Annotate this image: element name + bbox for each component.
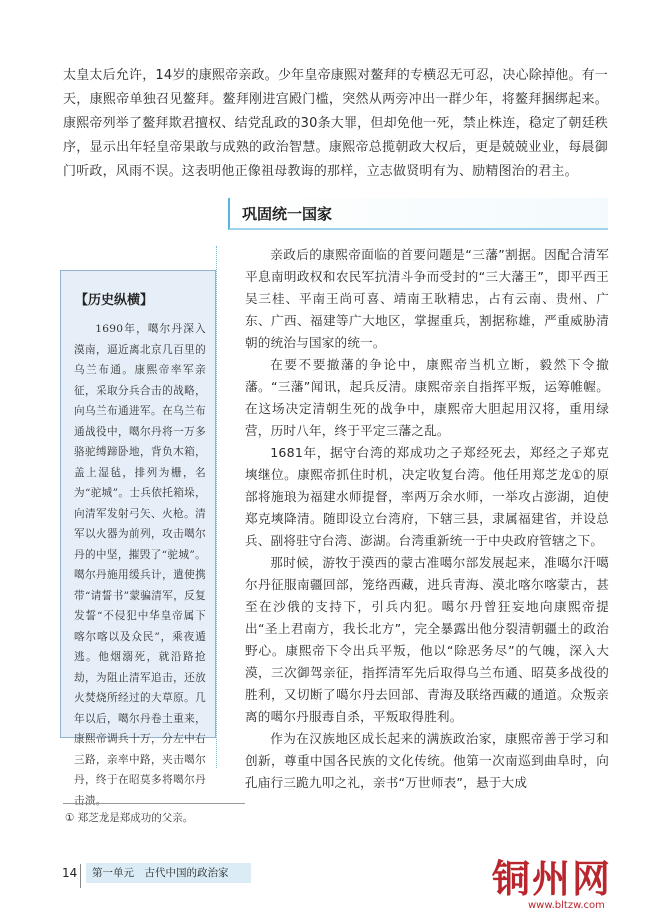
sidebar-body: 1690年，噶尔丹深入漠南，逼近离北京几百里的乌兰布通。康熙帝率军亲征，采取分兵合击的战略，向乌兰布通进军。在乌兰布通战役中，噶尔丹将一万多骆驼缚蹄卧地，背负木箱，盖上湿毡，排列为栅，名为“驼城”。士兵依托箱垛，向清军发射弓矢、火枪。清军以火器为前列，攻击噶尔丹的中坚，摧毁了“驼城”。噶尔丹施用缓兵计，遣使携带“请誓书”蒙骗清军，反复发誓“不侵犯中华皇帝属下喀尔喀以及众民”，乘夜遁逃。他烟溺死，就沿路抢劫，为阻止清军追击，还放火焚烧所经过的大草原。几年以后，噶尔丹卷土重来，康熙帝调兵十万，分左中右三路，亲率中路，夹击噶尔丹，终于在昭莫多将噶尔丹击溃。 [74, 323, 206, 807]
history-sidebar-box [60, 270, 216, 807]
footnote-rule [63, 803, 245, 804]
footnote: ① 郑芝龙是郑成功的父亲。 [65, 812, 194, 824]
section-heading-bar [228, 198, 608, 230]
footer-divider [80, 864, 81, 888]
paragraph-taiwan: 1681年，据守台湾的郑成功之子郑经死去，郑经之子郑克塽继位。康熙帝抓住时机，决定收复台湾。他任用郑芝龙①的原部将施琅为福建水师提督，率两万余水师，一举攻占澎湖，迫使郑克塽降清。随即设立台湾府，下辖三县，隶属福建省，并设总兵、副将驻守台湾、澎湖。台湾重新统一于中央政府管辖之下。 [245, 445, 609, 548]
paragraph-revolt: 在要不要撤藩的争论中，康熙帝当机立断，毅然下令撤藩。“三藩”闻讯，起兵反清。康熙帝亲自指挥平叛，运筹帷幄。在这场决定清朝生死的战争中，康熙帝大胆起用汉将，重用绿营，历时八年，终于平定三藩之乱。 [245, 357, 609, 438]
sidebar-divider-line [216, 246, 217, 768]
unit-label: 第一单元 古代中国的政治家 [86, 863, 251, 883]
intro-paragraph: 太皇太后允许，14岁的康熙帝亲政。少年皇帝康熙对鳌拜的专横忍无可忍，决心除掉他。有一天，康熙帝单独召见鳌拜。鳌拜刚进宫殿门槛，突然从两旁冲出一群少年，将鳌拜捆绑起来。康熙帝列举了鳌拜欺君擅权、结党乱政的30条大罪，但却免他一死，禁止株连，稳定了朝廷秩序，显示出年轻皇帝果敢与成熟的政治智慧。康熙帝总揽朝政大权后，更是兢兢业业，每晨御门听政，风雨不误。这表明他正像祖母教诲的那样，立志做贤明有为、励精图治的君主。 [63, 68, 608, 179]
main-text-column [245, 244, 609, 794]
paragraph-dzungar: 那时候，游牧于漠西的蒙古准噶尔部发展起来，准噶尔汗噶尔丹征服南疆回部，笼络西藏，进兵青海、漠北喀尔喀蒙古，甚至在沙俄的支持下，引兵内犯。噶尔丹曾狂妄地向康熙帝提出“圣上君南方，我长北方”，完全暴露出他分裂清朝疆土的政治野心。康熙帝下令出兵平叛，他以“除恶务尽”的气魄，深入大漠，三次御驾亲征，指挥清军先后取得乌兰布通、昭莫多战役的胜利，又切断了噶尔丹去回部、青海及联络西藏的通道。众叛亲离的噶尔丹服毒自杀，平叛取得胜利。 [245, 555, 609, 724]
paragraph-three-feudatories: 亲政后的康熙帝面临的首要问题是“三藩”割据。因配合清军平息南明政权和农民军抗清斗争而受封的“三大藩王”，即平西王吴三桂、平南王尚可喜、靖南王耿精忠，占有云南、贵州、广东、广西、福建等广大地区，掌握重兵，割据称雄，严重威胁清朝的统治与国家的统一。 [245, 247, 609, 350]
paragraph-culture: 作为在汉族地区成长起来的满族政治家，康熙帝善于学习和创新，尊重中国各民族的文化传统。他第一次南巡到曲阜时，向孔庙行三跪九叩之礼，亲书“万世师表”，悬于大成 [245, 731, 609, 790]
section-title: 巩固统一国家 [242, 205, 333, 223]
watermark-logo: 铜州网 [492, 856, 613, 901]
sidebar-title: 【历史纵横】 [75, 293, 154, 308]
page-number: 14 [62, 866, 78, 880]
watermark-url: www.bltzw.com [528, 900, 605, 911]
